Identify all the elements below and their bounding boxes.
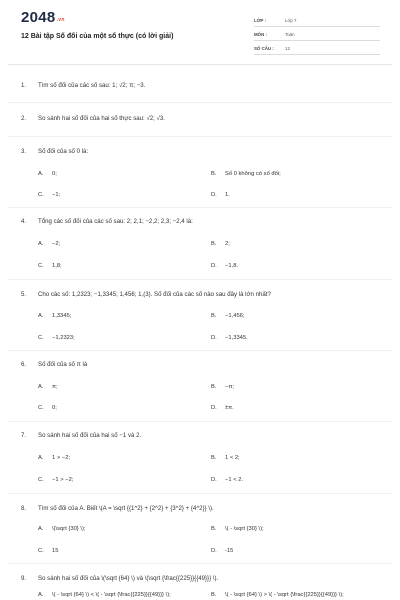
- option-label: A.: [38, 592, 44, 598]
- option-label: C.: [38, 263, 44, 269]
- option-label: B.: [211, 384, 217, 390]
- question-text: Tìm số đối của A. Biết \(A = \sqrt {{1^2} + {2^2} + {3^2} + {4^2}} \).: [38, 505, 214, 512]
- option-text: −1,456;: [225, 313, 245, 319]
- option-text: ±π.: [225, 405, 234, 411]
- page-title: 12 Bài tập Số đối của một số thực (có lời giải): [21, 33, 174, 40]
- question-text: So sánh hai số đối của \(\sqrt {64} \) và \(\sqrt {\frac{{225}}{{49}}} \).: [38, 575, 219, 582]
- option-text: 0;: [52, 171, 57, 177]
- option-text: 1,3345;: [52, 313, 72, 319]
- meta-row-subject: [254, 29, 380, 41]
- option-label: C.: [38, 477, 44, 483]
- question-separator: [8, 493, 392, 494]
- question-separator: [8, 102, 392, 103]
- option-label: D.: [211, 405, 217, 411]
- question-separator: [8, 279, 392, 280]
- question-separator: [8, 421, 392, 422]
- option-text: \(\sqrt {30} \);: [52, 526, 86, 532]
- option-text: 15: [52, 548, 59, 554]
- option-label: A.: [38, 171, 44, 177]
- option-text: −1,2323;: [52, 335, 75, 341]
- option-label: A.: [38, 526, 44, 532]
- option-text: \( - \sqrt {30} \);: [225, 526, 264, 532]
- option-label: C.: [38, 192, 44, 198]
- question-number: 6.: [21, 361, 27, 368]
- option-text: −1 < 2.: [225, 477, 244, 483]
- question-text: Số đối của số 0 là:: [38, 148, 89, 155]
- meta-value: Lớp 7: [285, 18, 297, 23]
- question-number: 3.: [21, 148, 27, 155]
- question-separator: [8, 207, 392, 208]
- question-number: 5.: [21, 291, 27, 298]
- option-label: B.: [211, 313, 217, 319]
- question-number: 8.: [21, 505, 27, 512]
- question-separator: [8, 350, 392, 351]
- option-text: −1,3345.: [225, 335, 248, 341]
- meta-value: 12: [285, 46, 290, 51]
- option-label: D.: [211, 263, 217, 269]
- option-label: D.: [211, 335, 217, 341]
- question-text: Tổng các số đối của các số sau: 2; 2,1; −2,2; 2,3; −2,4 là:: [38, 218, 193, 225]
- option-text: \( - \sqrt {64} \) > \( - \sqrt {\frac{{225}}{{49}}} \);: [225, 592, 344, 598]
- site-logo[interactable]: [21, 9, 65, 26]
- option-label: B.: [211, 171, 217, 177]
- option-label: B.: [211, 592, 217, 598]
- option-label: B.: [211, 455, 217, 461]
- option-label: C.: [38, 548, 44, 554]
- question-number: 2.: [21, 115, 27, 122]
- question-number: 7.: [21, 432, 27, 439]
- option-text: \( - \sqrt {64} \) < \( - \sqrt {\frac{{225}}{{49}}} \);: [52, 592, 171, 598]
- logo-tld: .vn: [56, 17, 65, 23]
- option-label: A.: [38, 313, 44, 319]
- option-text: π;: [52, 384, 58, 390]
- option-text: −π;: [225, 384, 234, 390]
- meta-key: LỚP :: [254, 18, 266, 23]
- option-label: D.: [211, 548, 217, 554]
- question-text: Cho các số: 1,2323; −1,3345; 1,456; 1,(3). Số đối của các số nào sau đây là lớn nhất?: [38, 291, 271, 298]
- header-divider: [8, 64, 392, 65]
- option-label: A.: [38, 241, 44, 247]
- option-label: B.: [211, 526, 217, 532]
- option-text: −1;: [52, 192, 61, 198]
- worksheet-header: [0, 0, 400, 62]
- question-text: Tìm số đối của các số sau: 1; √2; π; −3.: [38, 82, 146, 89]
- option-text: −2;: [52, 241, 61, 247]
- option-label: D.: [211, 192, 217, 198]
- question-number: 1.: [21, 82, 27, 89]
- logo-text: 2048: [21, 9, 56, 26]
- option-text: Số 0 không có số đối;: [225, 171, 281, 177]
- option-text: 0;: [52, 405, 57, 411]
- question-text: Số đối của số π là: [38, 361, 88, 368]
- option-label: B.: [211, 241, 217, 247]
- option-text: 2;: [225, 241, 230, 247]
- option-text: −1 > −2;: [52, 477, 74, 483]
- question-number: 9.: [21, 575, 27, 582]
- option-label: C.: [38, 335, 44, 341]
- option-text: 1.: [225, 192, 230, 198]
- meta-row-grade: [254, 15, 380, 27]
- meta-key: MÔN :: [254, 32, 267, 37]
- option-label: D.: [211, 477, 217, 483]
- meta-key: SỐ CÂU :: [254, 46, 274, 51]
- option-text: 1 < 2;: [225, 455, 240, 461]
- option-label: A.: [38, 384, 44, 390]
- option-text: −1,8.: [225, 263, 239, 269]
- option-label: C.: [38, 405, 44, 411]
- meta-value: Toán: [285, 32, 295, 37]
- option-label: A.: [38, 455, 44, 461]
- option-text: 1 > −2;: [52, 455, 71, 461]
- question-separator: [8, 563, 392, 564]
- question-separator: [8, 136, 392, 137]
- meta-row-question-count: [254, 43, 380, 55]
- question-number: 4.: [21, 218, 27, 225]
- option-text: 1,8;: [52, 263, 62, 269]
- question-text: So sánh hai số đối của hai số thực sau: √2; √3.: [38, 115, 165, 122]
- option-text: -15: [225, 548, 234, 554]
- question-text: So sánh hai số đối của hai số −1 và 2.: [38, 432, 142, 439]
